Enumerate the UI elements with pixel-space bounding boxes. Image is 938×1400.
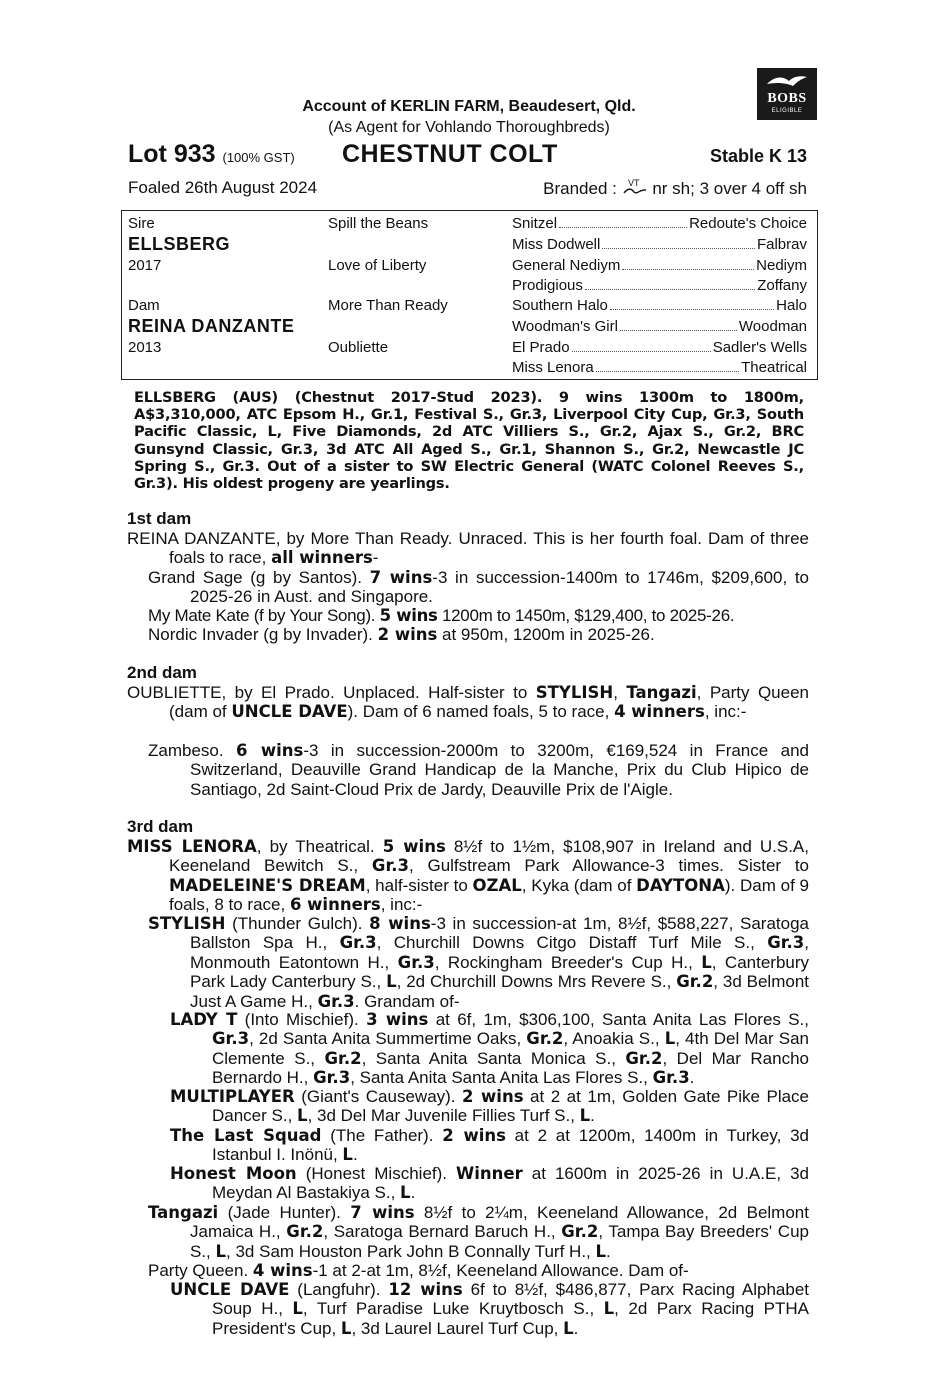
third-gen-left: Snitzel <box>512 215 558 232</box>
second-dam-heading: 2nd dam <box>127 663 197 682</box>
second-dam-paragraph: OUBLIETTE, by El Prado. Unplaced. Half-sister to STYLISH, Tangazi, Party Queen (dam of UNCLE DAVE). Dam of 6 named foals, 5 to race, 4 winners, inc:- <box>127 683 809 722</box>
stable: Stable K 13 <box>709 146 807 166</box>
third-gen-left: Woodman's Girl <box>512 318 618 335</box>
third-gen-row <box>512 318 807 335</box>
third-gen-right: Woodman <box>738 318 807 335</box>
first-dam-paragraph: REINA DANZANTE, by More Than Ready. Unraced. This is her fourth foal. Dam of three foals to race, all winners- <box>127 529 809 568</box>
progeny-entry: Tangazi (Jade Hunter). 7 wins 8½f to 2¼m, Keeneland Allowance, 2d Belmont Jamaica H., Gr.2, Saratoga Bernard Baruch H., Gr.2, Tampa Bay Breeders' Cup S., L, 3d Sam Houston Park John B Connally Turf H., L. <box>148 1203 809 1261</box>
second-dam: Oubliette <box>328 339 389 356</box>
third-gen-left: Miss Lenora <box>512 359 594 376</box>
third-gen-row <box>512 257 807 274</box>
third-gen-right: Theatrical <box>741 359 807 376</box>
sire-label: Sire <box>128 215 155 232</box>
lot-label: Lot 933 <box>128 140 216 168</box>
third-gen-row <box>512 236 807 253</box>
progeny-entry: Honest Moon (Honest Mischief). Winner at 1600m in 2025-26 in U.A.E, 3d Meydan Al Bastakiya S., L. <box>170 1164 809 1203</box>
third-gen-row <box>512 359 807 376</box>
progeny-entry: Grand Sage (g by Santos). 7 wins-3 in succession-1400m to 1746m, $209,600, to 2025-26 in Aust. and Singapore. <box>148 568 810 607</box>
progeny-entry: The Last Squad (The Father). 2 wins at 2 at 1200m, 1400m in Turkey, 3d Istanbul I. Inönü, L. <box>170 1126 809 1165</box>
bird-icon <box>765 74 809 88</box>
third-gen-left: El Prado <box>512 339 570 356</box>
logo-name: BOBS <box>767 91 807 106</box>
third-gen-right: Zoffany <box>757 277 807 294</box>
vendor-line: Account of KERLIN FARM, Beaudesert, Qld. <box>302 98 636 115</box>
pedigree-table <box>121 210 818 380</box>
progeny-entry: Nordic Invader (g by Invader). 2 wins at 950m, 1200m in 2025-26. <box>148 625 655 644</box>
third-gen-right: Redoute's Choice <box>689 215 807 232</box>
agent-line: (As Agent for Vohlando Thoroughbreds) <box>328 119 610 136</box>
third-dam-paragraph: MISS LENORA, by Theatrical. 5 wins 8½f to 1½m, $108,907 in Ireland and U.S.A, Keeneland Bewitch S., Gr.3, Gulfstream Park Allowance-3 times. Sister to MADELEINE'S DREAM, half-sister to OZAL, Kyka (dam of DAYTONA). Dam of 9 foals, 8 to race, 6 winners, inc:- <box>127 837 809 915</box>
first-dam-heading: 1st dam <box>127 509 192 528</box>
bobs-logo <box>757 68 817 120</box>
sire-year: 2017 <box>128 257 162 274</box>
third-gen-right: Sadler's Wells <box>712 339 807 356</box>
granddam-sire-side: Love of Liberty <box>328 257 427 274</box>
lot-number <box>128 140 295 169</box>
branded-rest: nr sh; 3 over 4 off sh <box>652 179 807 198</box>
brand-info <box>480 178 807 199</box>
third-gen-row <box>512 277 807 294</box>
sire-blurb: ELLSBERG (AUS) (Chestnut 2017-Stud 2023). 9 wins 1300m to 1800m, A$3,310,000, ATC Epsom H., Gr.1, Festival S., Gr.3, Liverpool City Cup, Gr.3, South Pacific Classic, L, Five Diamonds, 2d ATC Villiers S., Gr.2, Ajax S., Gr.2, BRC Gunsynd Classic, Gr.3, 3d ATC All Aged S., Gr.1, Shannon S., Gr.2, Newcastle JC Spring S., Gr.3. Out of a sister to SW Electric General (WATC Colonel Reeves S., Gr.3). His oldest progeny are yearlings. <box>134 389 804 493</box>
sire-name: ELLSBERG <box>128 234 231 254</box>
progeny-entry: Zambeso. 6 wins-3 in succession-2000m to 3200m, €169,524 in France and Switzerland, Deauville Grand Handicap de la Manche, Prix du Club Hipico de Santiago, 2d Saint-Cloud Prix de Jardy, Deauville Prix de l'Aigle. <box>148 741 809 799</box>
dam-sire: More Than Ready <box>328 297 448 314</box>
dam-name: REINA DANZANTE <box>128 316 295 336</box>
grandsire: Spill the Beans <box>328 215 429 232</box>
third-gen-right: Falbrav <box>756 236 807 253</box>
brand-mark-text: VT <box>627 178 640 188</box>
third-gen-row <box>512 215 807 232</box>
progeny-entry: Party Queen. 4 wins-1 at 2-at 1m, 8½f, Keeneland Allowance. Dam of- <box>148 1261 689 1280</box>
third-gen-row <box>512 297 807 314</box>
third-dam-heading: 3rd dam <box>127 817 194 836</box>
colour-sex: CHESTNUT COLT <box>342 140 558 168</box>
brand-mark-icon <box>622 178 648 196</box>
logo-sub: ELIGIBLE <box>771 108 803 114</box>
third-gen-right: Nediym <box>756 257 807 274</box>
gst-note: (100% GST) <box>222 150 295 165</box>
third-gen-left: General Nediym <box>512 257 621 274</box>
progeny-entry: My Mate Kate (f by Your Song). 5 wins 1200m to 1450m, $129,400, to 2025-26. <box>148 606 735 625</box>
dam-year: 2013 <box>128 339 162 356</box>
progeny-entry: LADY T (Into Mischief). 3 wins at 6f, 1m, $306,100, Santa Anita Las Flores S., Gr.3, 2d Santa Anita Summertime Oaks, Gr.2, Anoakia S., L, 4th Del Mar San Clemente S., Gr.2, Santa Anita Santa Monica S., Gr.2, Del Mar Rancho Bernardo H., Gr.3, Santa Anita Santa Anita Las Flores S., Gr.3. <box>170 1010 810 1088</box>
progeny-entry: MULTIPLAYER (Giant's Causeway). 2 wins at 2 at 1m, Golden Gate Pike Place Dancer S., L, 3d Del Mar Juvenile Fillies Turf S., L. <box>170 1087 810 1126</box>
foaled-date: Foaled 26th August 2024 <box>128 178 318 197</box>
dam-label: Dam <box>128 297 160 314</box>
third-gen-left: Prodigious <box>512 277 583 294</box>
third-gen-left: Miss Dodwell <box>512 236 601 253</box>
third-gen-row <box>512 339 807 356</box>
branded-label: Branded : <box>543 179 617 198</box>
third-gen-right: Halo <box>776 297 807 314</box>
progeny-entry: STYLISH (Thunder Gulch). 8 wins-3 in succession-at 1m, 8½f, $588,227, Saratoga Ballston Spa H., Gr.3, Churchill Downs Citgo Distaff Turf Mile S., Gr.3, Monmouth Eatontown H., Gr.3, Rockingham Breeder's Cup H., L, Canterbury Park Lady Canterbury S., L, 2d Churchill Downs Mrs Revere S., Gr.2, 3d Belmont Just A Game H., Gr.3. Grandam of- <box>148 914 810 1011</box>
progeny-entry: UNCLE DAVE (Langfuhr). 12 wins 6f to 8½f, $486,877, Parx Racing Alphabet Soup H., L, Turf Paradise Luke Kruytbosch S., L, 2d Parx Racing PTHA President's Cup, L, 3d Laurel Laurel Turf Cup, L. <box>170 1280 810 1338</box>
third-gen-left: Southern Halo <box>512 297 608 314</box>
